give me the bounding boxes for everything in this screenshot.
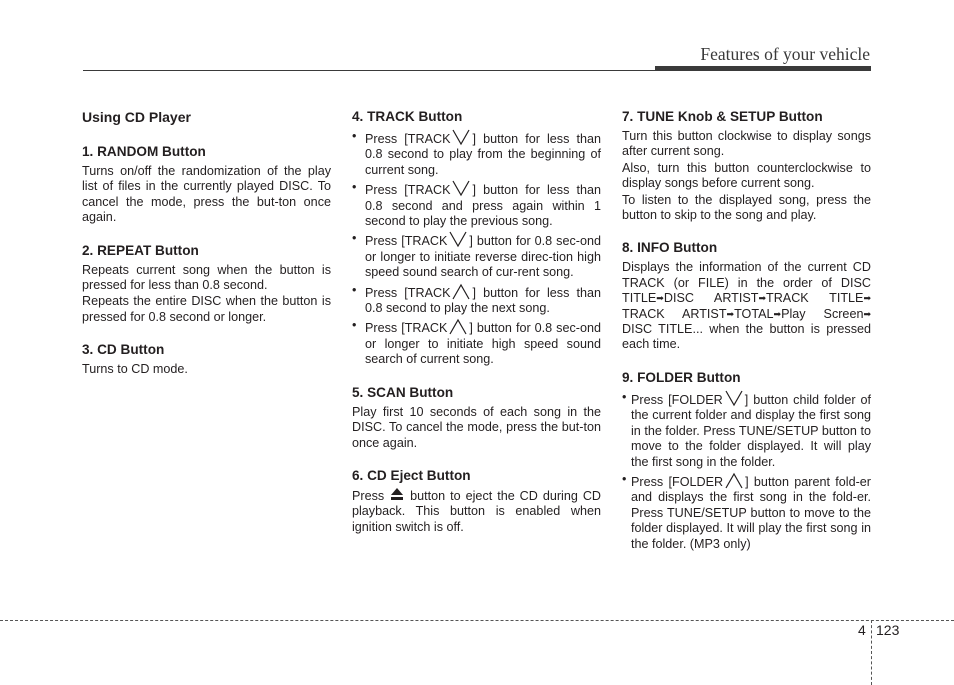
random-heading: 1. RANDOM Button <box>82 144 206 159</box>
track-list <box>352 129 601 368</box>
info-heading: 8. INFO Button <box>622 240 718 256</box>
chevron-up-icon <box>725 472 743 489</box>
chevron-down-icon <box>449 231 467 248</box>
section-title: Using CD Player <box>82 109 191 125</box>
tune-section <box>622 108 871 223</box>
repeat-heading: 2. REPEAT Button <box>82 242 199 258</box>
list-item: • Press [FOLDER ] button child folder of the current folder and display the first song in the folder. Press TUNE/SETUP button to move to the folder displayed. It will play the first song in the folder. <box>622 390 871 470</box>
list-item: • Press [TRACK ] button for less than 0.8 second to play the next song. <box>352 283 601 317</box>
folder-heading: 9. FOLDER Button <box>622 369 741 385</box>
eject-text: Press button to eject the CD during CD playback. This button is enabled when ignition switch is off. <box>352 488 602 534</box>
scan-text: Play first 10 seconds of each song in the DISC. To cancel the mode, press the but-ton once again. <box>352 404 601 450</box>
repeat-section <box>82 242 331 326</box>
list-item: • Press [TRACK ] button for less than 0.8 second to play from the beginning of current song. <box>352 129 601 178</box>
repeat-text-2: Repeats the entire DISC when the button is pressed for 0.8 second or longer. <box>82 294 331 324</box>
right-arrow-icon: ➡ <box>726 308 735 319</box>
page-header-title: Features of your vehicle <box>700 44 870 64</box>
column-1 <box>82 108 331 394</box>
chevron-down-icon <box>452 180 470 197</box>
list-item: • Press [FOLDER ] button parent fold-er and displays the first song in the fold-er. Press TUNE/SETUP button to move to the folder displayed. It will play the first song in the folder. (MP3 only) <box>622 472 871 552</box>
track-heading: 4. TRACK Button <box>352 109 463 124</box>
column-3 <box>622 108 871 568</box>
list-item: • Press [TRACK ] button for less than 0.8 second and press again within 1 second to play the previous song. <box>352 180 601 229</box>
right-arrow-icon: ➡ <box>863 293 871 304</box>
info-text: Displays the information of the current CD TRACK (or FILE) in the order of DISC TITLE➡DISC ARTIST➡TRACK TITLE➡ TRACK ARTIST➡TOTAL➡Play Screen➡ DISC TITLE... when the button is pressed each time. <box>622 260 871 352</box>
column-2 <box>352 108 601 551</box>
scan-heading: 5. SCAN Button <box>352 384 454 400</box>
random-section <box>82 143 331 226</box>
header-rule <box>83 70 871 71</box>
chapter-number: 4 <box>858 622 866 638</box>
tune-heading: 7. TUNE Knob & SETUP Button <box>622 109 823 124</box>
page-number: 123 <box>876 622 900 638</box>
random-text: Turns on/off the randomization of the play list of files in the currently played DISC. To cancel the mode, press the but-ton once again. <box>82 164 331 225</box>
tune-text-2: Also, turn this button counterclockwise to display songs before current song. <box>622 160 871 191</box>
folder-list <box>622 390 871 552</box>
scan-section <box>352 384 601 451</box>
right-arrow-icon: ➡ <box>656 293 664 304</box>
list-item: • Press [TRACK ] button for 0.8 sec-ond or longer to initiate high speed sound search of current song. <box>352 318 601 367</box>
chevron-up-icon <box>452 283 470 300</box>
info-section <box>622 239 871 352</box>
track-section <box>352 108 601 368</box>
chevron-down-icon <box>452 129 470 146</box>
eject-section <box>352 467 601 535</box>
right-arrow-icon: ➡ <box>863 308 871 319</box>
eject-icon <box>391 488 403 500</box>
right-arrow-icon: ➡ <box>773 308 782 319</box>
eject-heading: 6. CD Eject Button <box>352 467 471 483</box>
footer-divider <box>871 620 872 685</box>
cd-section <box>82 341 331 377</box>
list-item: • Press [TRACK ] button for 0.8 sec-ond or longer to initiate reverse direc-tion high speed sound search of cur-rent song. <box>352 231 601 280</box>
chevron-down-icon <box>725 390 743 407</box>
chevron-up-icon <box>449 318 467 335</box>
folder-section <box>622 369 871 552</box>
cd-heading: 3. CD Button <box>82 342 165 358</box>
footer-dashed-rule <box>0 620 954 621</box>
tune-text-1: Turn this button clockwise to display songs after current song. <box>622 129 871 159</box>
tune-text-3: To listen to the displayed song, press the button to skip to the song and play. <box>622 192 871 223</box>
cd-text: Turns to CD mode. <box>82 362 188 377</box>
right-arrow-icon: ➡ <box>758 293 767 304</box>
repeat-text-1: Repeats current song when the button is pressed for less than 0.8 second. <box>82 262 331 293</box>
